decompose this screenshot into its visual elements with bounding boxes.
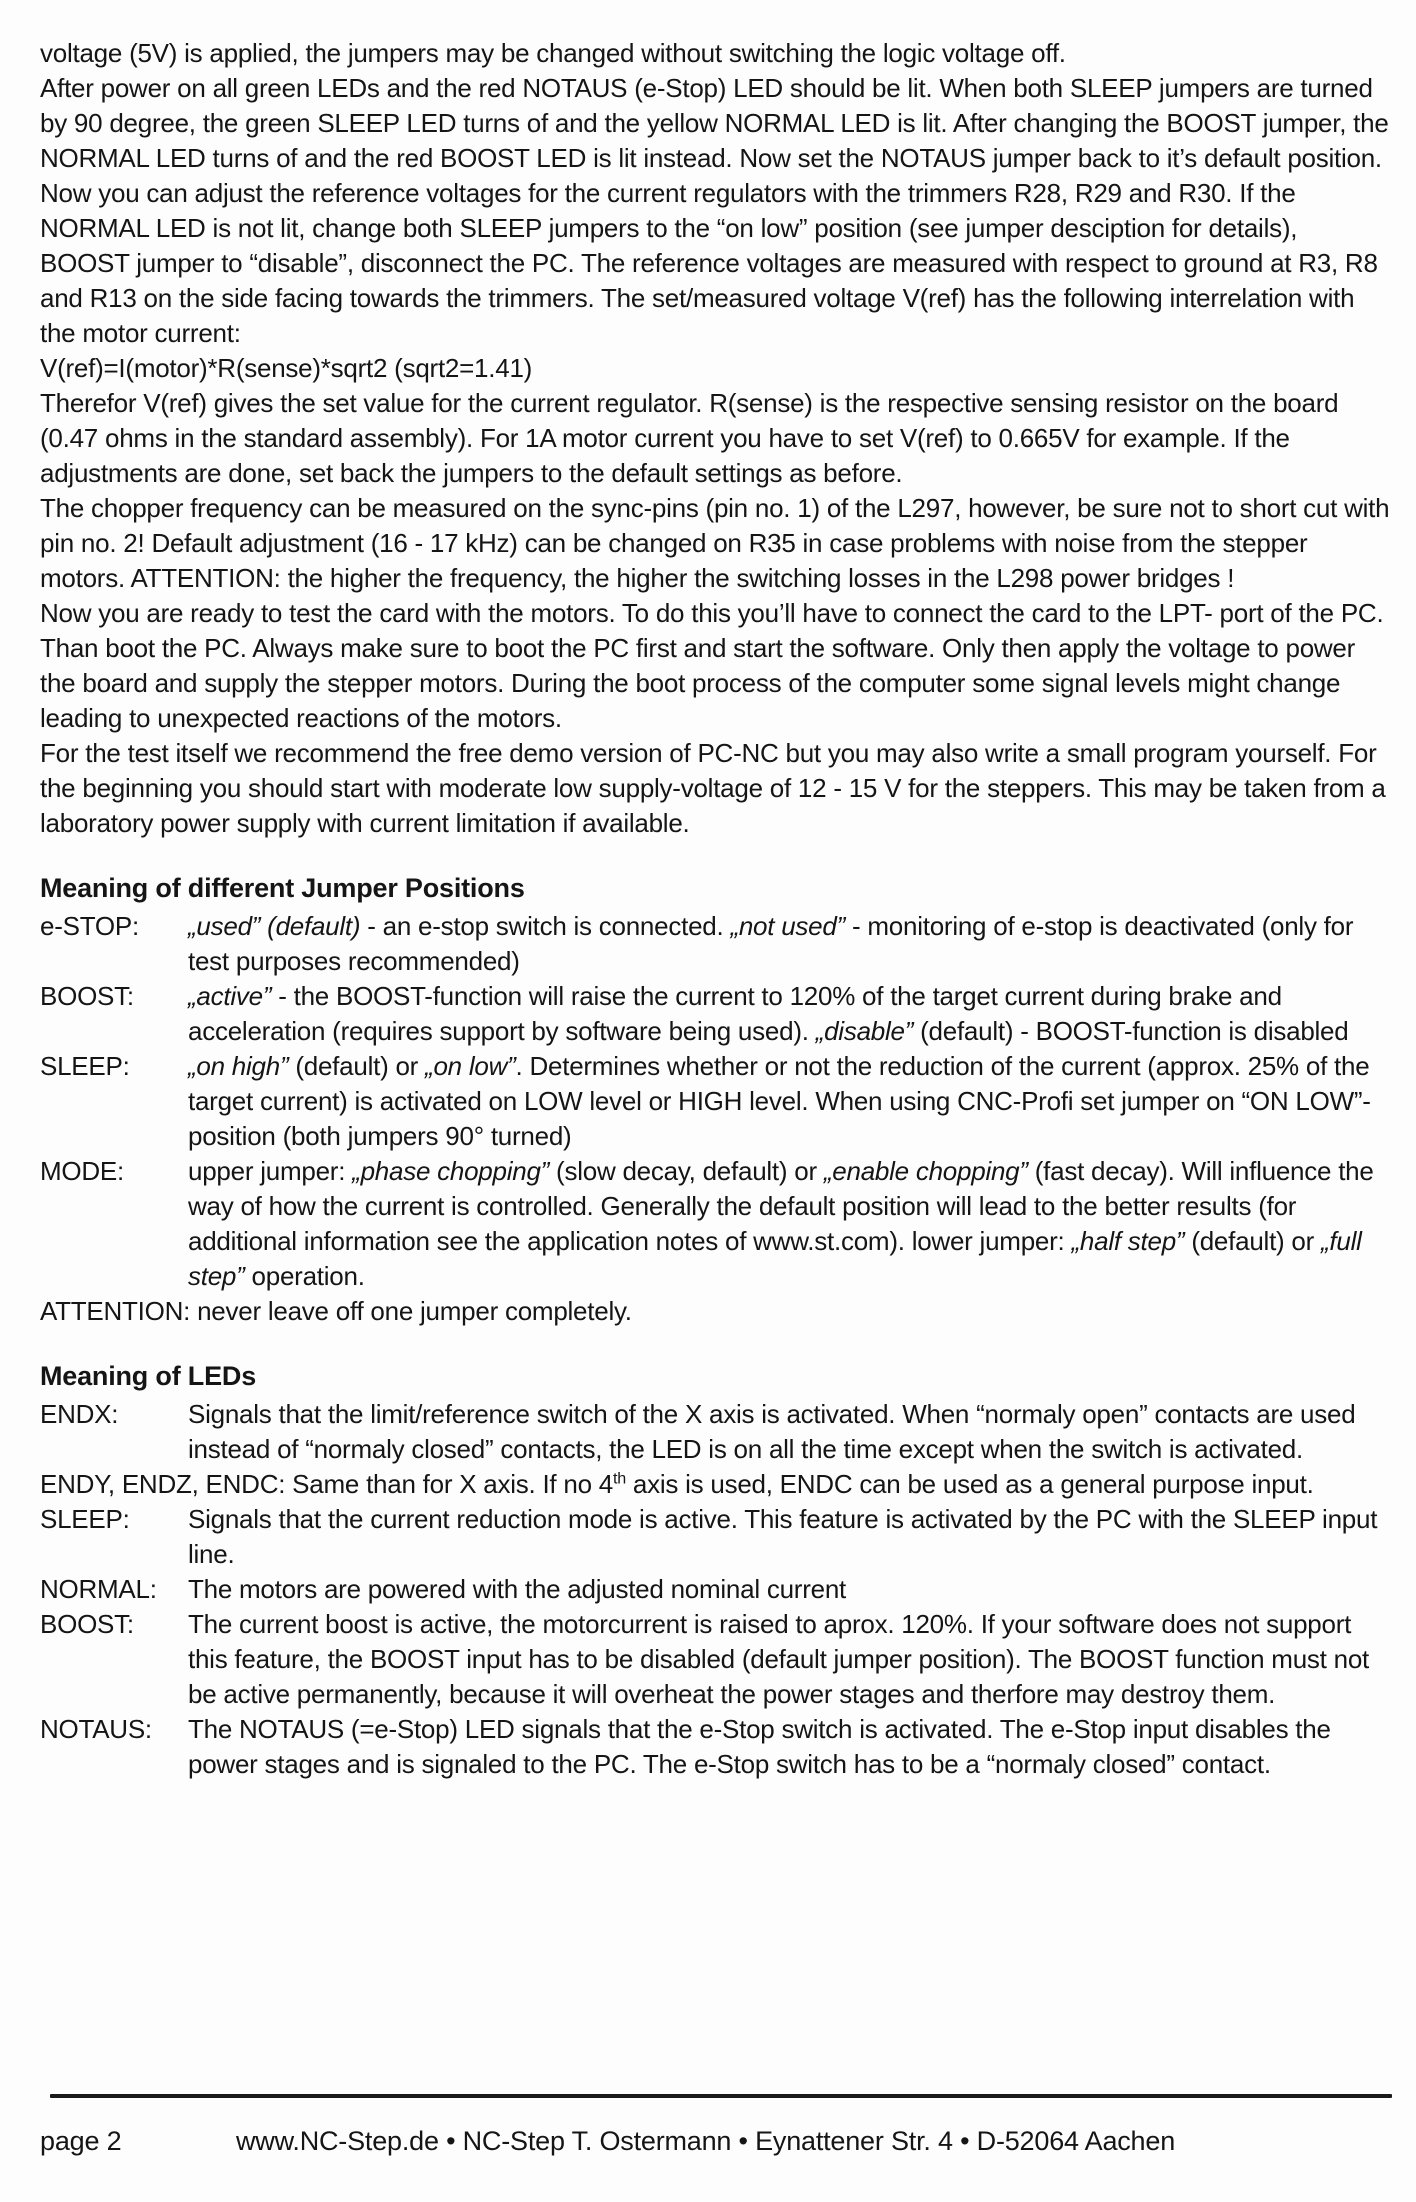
led-entry-boost — [40, 1607, 1390, 1712]
led-entry-endx — [40, 1397, 1390, 1467]
definition-text: upper jumper: „phase chopping” (slow decay, default) or „enable chopping” (fast decay). Will influence the way of how the current is controlled. Generally the default position will lead to the better results (for additional information see the application notes of www.st.com). lower jumper: „half step” (default) or „full step” operation. — [188, 1156, 1374, 1291]
paragraph: After power on all green LEDs and the red NOTAUS (e-Stop) LED should be lit. When both SLEEP jumpers are turned by 90 degree, the green SLEEP LED turns of and the yellow NORMAL LED is lit. After changing the BOOST jumper, the NORMAL LED turns of and the red BOOST LED is lit instead. Now set the NOTAUS jumper back to it’s default position. — [40, 73, 1389, 173]
definition-text: „used” (default) - an e-stop switch is connected. „not used” - monitoring of e-stop is deactivated (only for test purposes recommended) — [188, 911, 1354, 976]
jumper-entry-estop — [40, 909, 1390, 979]
leds-section — [40, 1357, 1390, 1782]
formula-line: V(ref)=I(motor)*R(sense)*sqrt2 (sqrt2=1.41) — [40, 353, 533, 383]
definition-term: ENDX: — [40, 1399, 119, 1429]
section-heading: Meaning of different Jumper Positions — [40, 873, 525, 903]
led-entry-normal — [40, 1572, 1390, 1607]
paragraph: Now you are ready to test the card with the motors. To do this you’ll have to connect the card to the LPT- port of the PC. Than boot the PC. Always make sure to boot the PC first and start the software. Only then apply the voltage to power the board and supply the stepper motors. During the boot process of the computer some signal levels might change leading to unexpected reactions of the motors. — [40, 598, 1384, 733]
definition-term: NOTAUS: — [40, 1714, 152, 1744]
definition-text: The NOTAUS (=e-Stop) LED signals that the e-Stop switch is activated. The e-Stop input disables the power stages and is signaled to the PC. The e-Stop switch has to be a “normaly closed” contact. — [188, 1714, 1331, 1779]
definition-term: BOOST: — [40, 981, 134, 1011]
paragraph: The chopper frequency can be measured on the sync-pins (pin no. 1) of the L297, however, be sure not to short cut with pin no. 2! Default adjustment (16 - 17 kHz) can be changed on R35 in case problems with noise from the stepper motors. ATTENTION: the higher the frequency, the higher the switching losses in the L298 power bridges ! — [40, 493, 1390, 593]
footer-address: www.NC-Step.de • NC-Step T. Ostermann • Eynattener Str. 4 • D-52064 Aachen — [236, 2126, 1176, 2156]
definition-text: Signals that the limit/reference switch of the X axis is activated. When “normaly open” contacts are used instead of “normaly closed” contacts, the LED is on all the time except when the switch is activated. — [188, 1399, 1356, 1464]
paragraph: For the test itself we recommend the free demo version of PC-NC but you may also write a small program yourself. For the beginning you should start with moderate low supply-voltage of 12 - 15 V for the steppers. This may be taken from a laboratory power supply with current limitation if available. — [40, 738, 1386, 838]
led-entry-notaus — [40, 1712, 1390, 1782]
page-footer — [40, 2094, 1392, 2157]
footer-rule — [50, 2094, 1392, 2098]
definition-term: SLEEP: — [40, 1051, 130, 1081]
paragraph: voltage (5V) is applied, the jumpers may be changed without switching the logic voltage off. — [40, 38, 1066, 68]
definition-term: MODE: — [40, 1156, 124, 1186]
section-heading: Meaning of LEDs — [40, 1361, 257, 1391]
definition-term: NORMAL: — [40, 1574, 157, 1604]
footer-row — [40, 2126, 1392, 2157]
led-entry-endy-endz-endc: ENDY, ENDZ, ENDC: Same than for X axis. If no 4th axis is used, ENDC can be used as a general purpose input. — [40, 1469, 1314, 1499]
definition-text: The motors are powered with the adjusted nominal current — [188, 1574, 847, 1604]
page-number: page 2 — [40, 2126, 122, 2156]
jumper-entry-sleep — [40, 1049, 1390, 1154]
definition-term: e-STOP: — [40, 911, 139, 941]
definition-term: SLEEP: — [40, 1504, 130, 1534]
definition-text: „active” - the BOOST-function will raise the current to 120% of the target current during brake and acceleration (requires support by software being used). „disable” (default) - BOOST-function is disabled — [188, 981, 1349, 1046]
jumper-positions-section — [40, 869, 1390, 1329]
paragraph: Therefor V(ref) gives the set value for the current regulator. R(sense) is the respective sensing resistor on the board (0.47 ohms in the standard assembly). For 1A motor current you have to set V(ref) to 0.665V for example. If the adjustments are done, set back the jumpers to the default settings as before. — [40, 388, 1339, 488]
definition-text: Signals that the current reduction mode is active. This feature is activated by the PC with the SLEEP input line. — [188, 1504, 1378, 1569]
definition-text: „on high” (default) or „on low”. Determines whether or not the reduction of the current (approx. 25% of the target current) is activated on LOW level or HIGH level. When using CNC-Profi set jumper on “ON LOW”-position (both jumpers 90° turned) — [188, 1051, 1371, 1151]
jumper-entry-mode — [40, 1154, 1390, 1294]
led-entry-sleep — [40, 1502, 1390, 1572]
definition-term: BOOST: — [40, 1609, 134, 1639]
jumper-entry-boost — [40, 979, 1390, 1049]
attention-note: ATTENTION: never leave off one jumper completely. — [40, 1296, 632, 1326]
definition-text: The current boost is active, the motorcurrent is raised to aprox. 120%. If your software does not support this feature, the BOOST input has to be disabled (default jumper position). The BOOST function must not be active permanently, because it will overheat the power stages and therfore may destroy them. — [188, 1609, 1370, 1709]
paragraph: Now you can adjust the reference voltages for the current regulators with the trimmers R28, R29 and R30. If the NORMAL LED is not lit, change both SLEEP jumpers to the “on low” position (see jumper desciption for details), BOOST jumper to “disable”, disconnect the PC. The reference voltages are measured with respect to ground at R3, R8 and R13 on the side facing towards the trimmers. The set/measured voltage V(ref) has the following interrelation with the motor current: — [40, 178, 1378, 348]
